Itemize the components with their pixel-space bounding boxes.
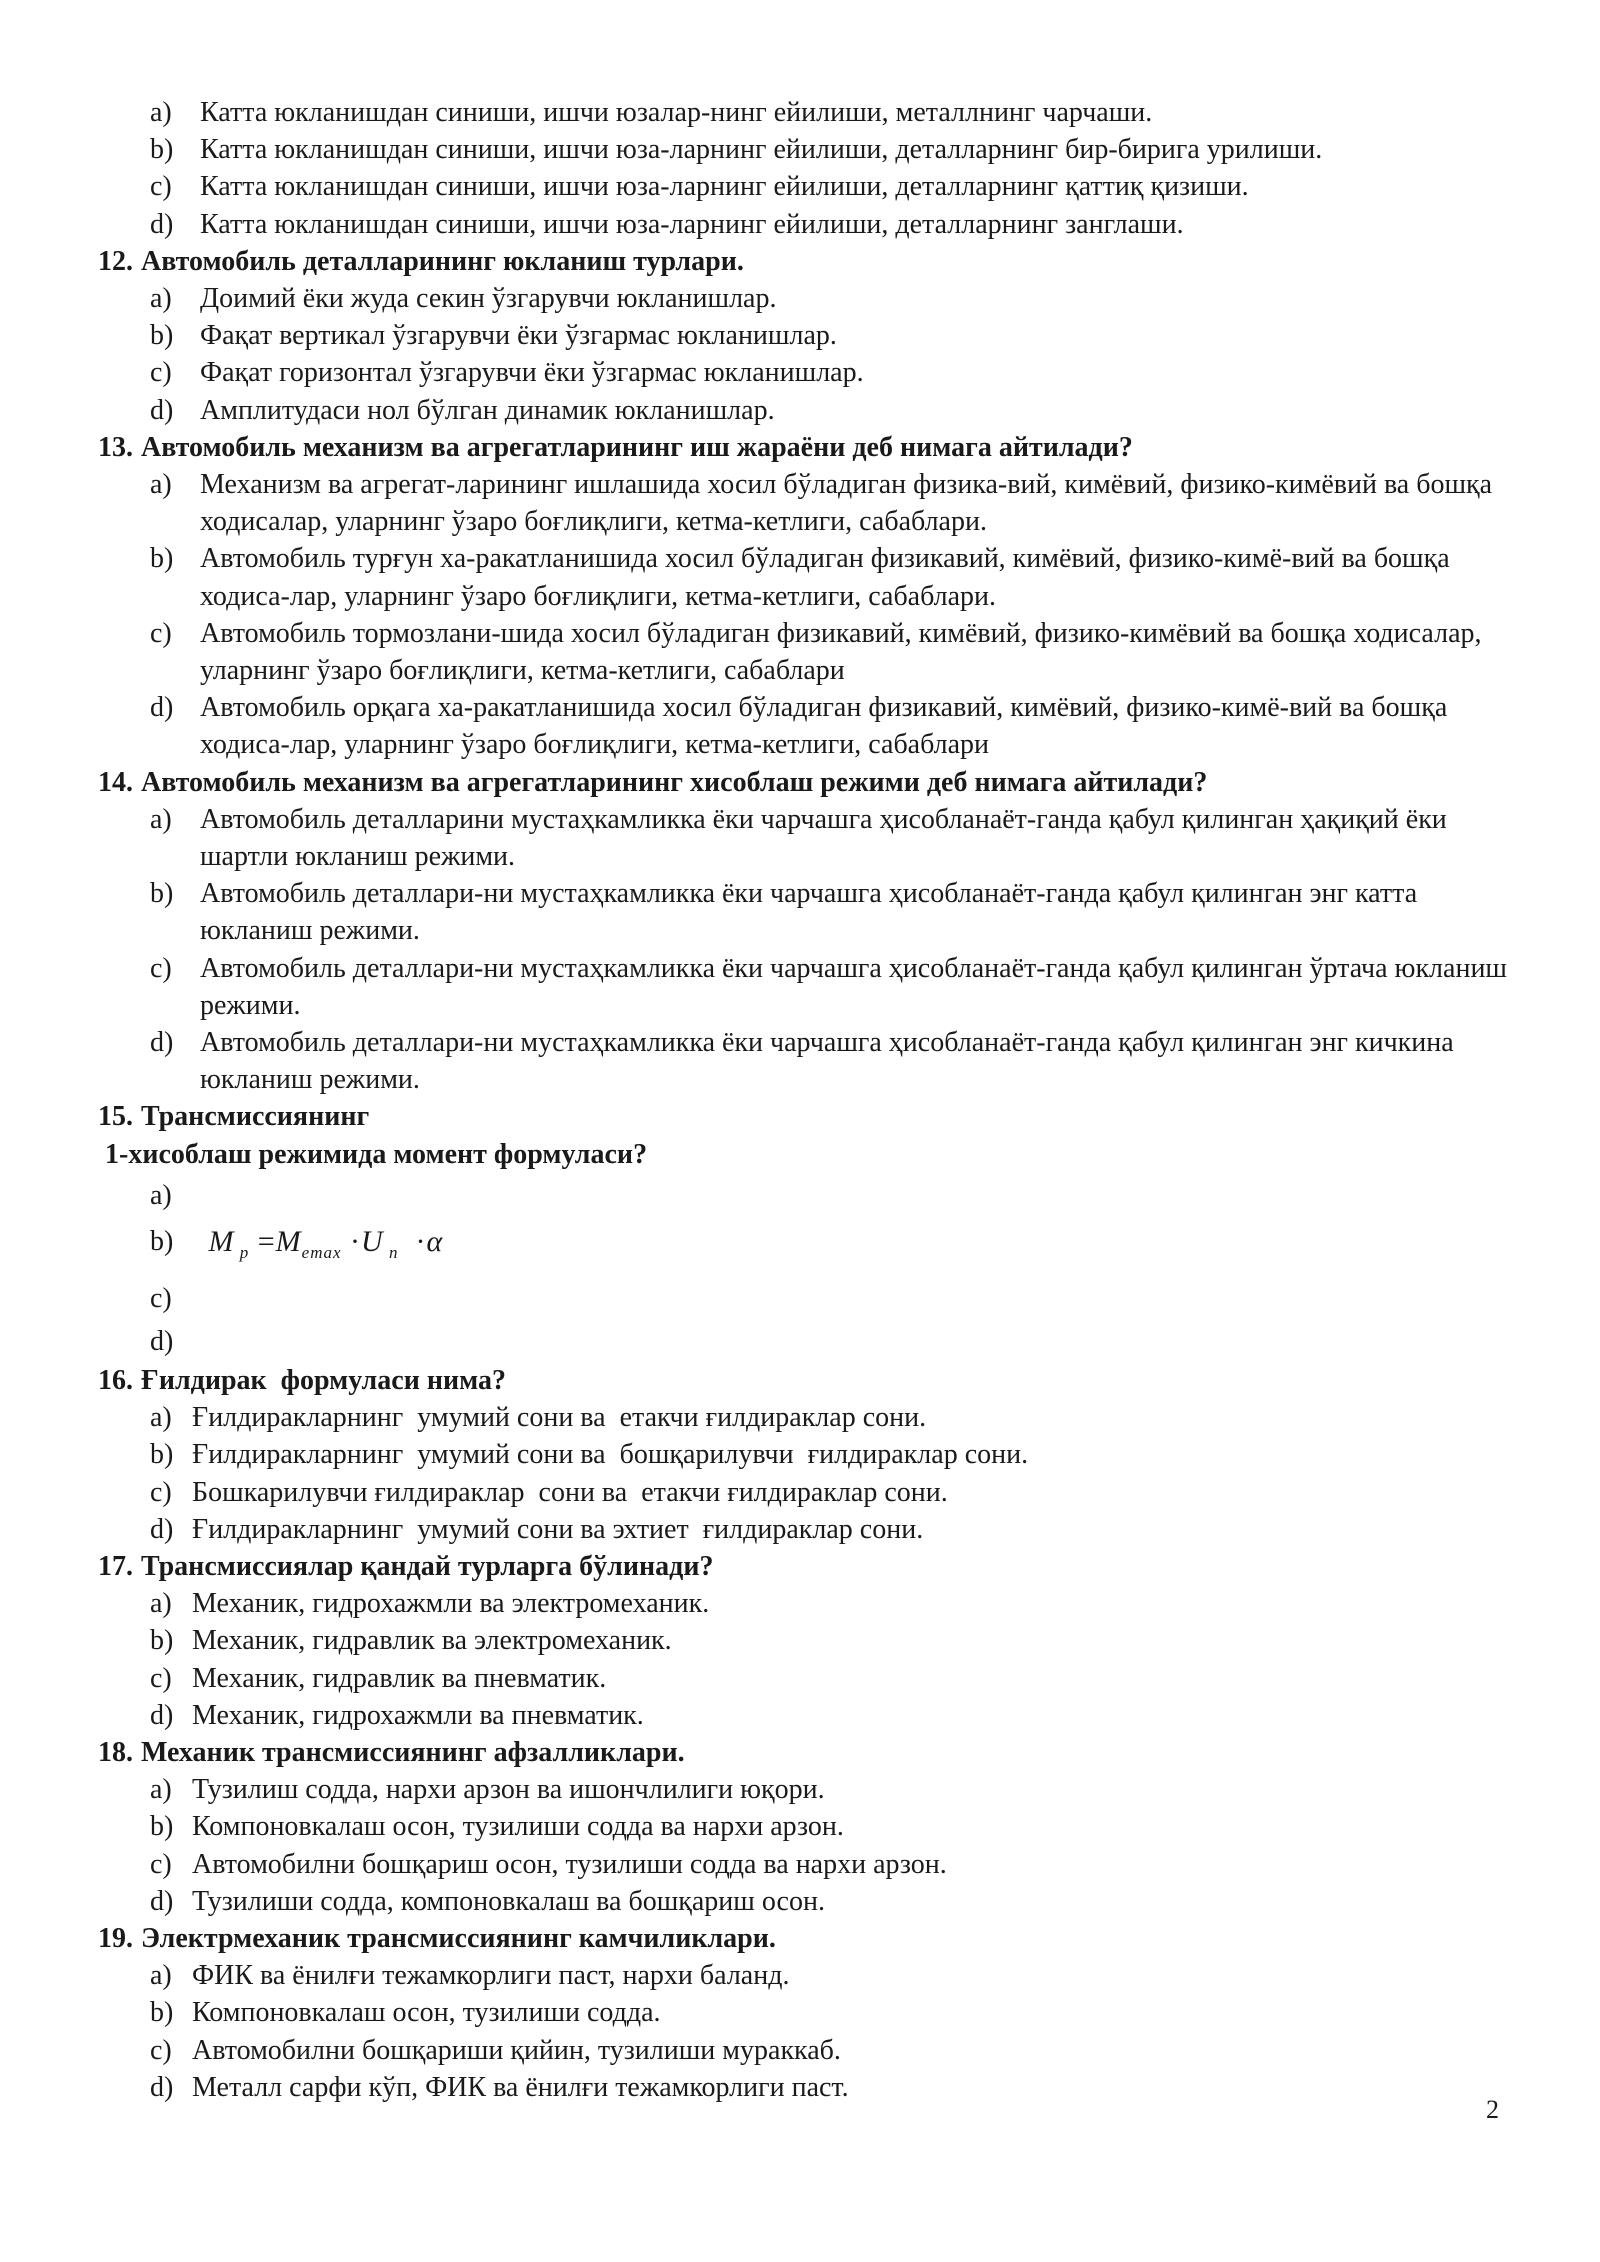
- option-b: [98, 317, 1518, 354]
- option-a: [98, 94, 1518, 131]
- option-d: [98, 689, 1518, 763]
- option-text: Автомобиль деталлари-ни мустаҳкамликка ёки чарчашга ҳисобланаёт-ганда қабул қилинган энг кичкина юкланиш режими.: [200, 1027, 1454, 1096]
- option-text: Ғилдиракларнинг умумий сони ва эхтиет ғилдираклар сони.: [192, 1513, 924, 1545]
- option-text: Ғилдиракларнинг умумий сони ва етакчи ғилдираклар сони.: [192, 1402, 927, 1434]
- option-b: [98, 1622, 1518, 1659]
- option-text: Бошкарилувчи ғилдираклар сони ва етакчи ғилдираклар сони.: [192, 1476, 948, 1508]
- option-text: Автомобилни бошқариш осон, тузилиши содда ва нархи арзон.: [192, 1848, 947, 1880]
- question-number: 18.: [98, 1736, 133, 1768]
- option-text: Катта юкланишдан синиши, ишчи юза-ларнинг ейилиши, деталларнинг занглаши.: [200, 208, 1184, 240]
- option-a: [98, 1399, 1518, 1436]
- question-14-title: [98, 764, 1518, 801]
- option-letter: a): [150, 1179, 172, 1211]
- option-letter: b): [150, 1625, 174, 1657]
- option-c: [98, 1276, 1518, 1322]
- option-text: Катта юкланишдан синиши, ишчи юзалар-нинг ейилиши, металлнинг чарчаши.: [200, 97, 1153, 128]
- option-a: [98, 1771, 1518, 1808]
- option-letter: d): [150, 1885, 174, 1917]
- option-letter: c): [150, 1282, 172, 1314]
- option-text: Автомобилни бошқариши қийин, тузилиши мураккаб.: [192, 2034, 841, 2066]
- option-text: Металл сарфи кўп, ФИК ва ёнилғи тежамкорлиги паст.: [192, 2071, 849, 2103]
- option-d: [98, 1697, 1518, 1734]
- formula-dot: ·: [350, 1224, 362, 1258]
- question-17-title: [98, 1548, 1518, 1585]
- question-number: 17.: [98, 1550, 133, 1582]
- option-text: Катта юкланишдан синиши, ишчи юза-ларнинг ейилиши, деталларнинг бир-бирига урилиши.: [200, 134, 1323, 166]
- moment-formula: [200, 1224, 444, 1262]
- option-c: [98, 1474, 1518, 1511]
- option-letter: c): [150, 171, 172, 203]
- option-letter: d): [150, 1513, 174, 1545]
- option-c: [98, 2032, 1518, 2069]
- question-number: 12.: [98, 245, 133, 277]
- question-16-options: [98, 1399, 1518, 1548]
- question-number: 14.: [98, 766, 133, 798]
- formula-equals: =: [257, 1224, 276, 1258]
- option-letter: c): [150, 1848, 172, 1880]
- question-13-title: [98, 429, 1518, 466]
- option-text: Механик, гидравлик ва пневматик.: [192, 1662, 607, 1694]
- option-letter: a): [150, 283, 172, 315]
- option-letter: d): [150, 2071, 174, 2103]
- option-text: Тузилиш содда, нархи арзон ва ишончлилиги юқори.: [192, 1774, 825, 1806]
- option-a: [98, 466, 1518, 540]
- option-letter: c): [150, 952, 172, 984]
- question-12-options: [98, 280, 1518, 429]
- question-19-options: [98, 1957, 1518, 2106]
- option-letter: b): [150, 878, 174, 910]
- option-letter: b): [150, 1439, 174, 1471]
- question-number: 16.: [98, 1364, 133, 1396]
- option-text: [200, 1219, 1518, 1276]
- formula-subscript-emax: emax: [301, 1242, 342, 1262]
- option-letter: b): [150, 1997, 174, 2029]
- option-letter: a): [150, 1588, 172, 1620]
- question-18-title: [98, 1734, 1518, 1771]
- option-letter: a): [150, 1774, 172, 1806]
- question-text: Электрмеханик трансмиссиянинг камчиликлари.: [141, 1922, 776, 1954]
- question-19-title: [98, 1920, 1518, 1957]
- option-d: [98, 1024, 1518, 1098]
- option-letter: c): [150, 1476, 172, 1508]
- option-text: Тузилиши содда, компоновкалаш ва бошқариш осон.: [192, 1885, 825, 1917]
- formula-symbol-u: U: [361, 1224, 384, 1258]
- question-text: Трансмиссиянинг: [141, 1101, 370, 1133]
- option-a: [98, 280, 1518, 317]
- option-c: [98, 1846, 1518, 1883]
- option-text: Фақат горизонтал ўзгарувчи ёки ўзгармас юкланишлар.: [200, 357, 864, 389]
- question-15-options: [98, 1173, 1518, 1362]
- option-text: Ғилдиракларнинг умумий сони ва бошқарилувчи ғилдираклар сони.: [192, 1439, 1029, 1471]
- option-d: [98, 1883, 1518, 1920]
- option-c: [98, 950, 1518, 1024]
- option-text: Компоновкалаш осон, тузилиши содда.: [192, 1997, 661, 2029]
- option-letter: b): [150, 320, 174, 352]
- formula-subscript-p: p: [239, 1242, 250, 1262]
- option-a: [98, 1173, 1518, 1219]
- formula-symbol-m: M: [275, 1224, 302, 1258]
- question-text: Трансмиссиялар қандай турларга бўлинади?: [141, 1550, 714, 1582]
- option-text: Катта юкланишдан синиши, ишчи юза-ларнинг ейилиши, деталларнинг қаттиқ қизиши.: [200, 171, 1249, 203]
- question-18-options: [98, 1771, 1518, 1920]
- option-text: [200, 1173, 1518, 1219]
- option-c: [98, 354, 1518, 391]
- option-letter: a): [150, 1402, 172, 1434]
- option-letter: b): [150, 543, 174, 575]
- option-letter: d): [150, 1325, 174, 1357]
- option-letter: a): [150, 1960, 172, 1992]
- option-text: Механик, гидрохажмли ва пневматик.: [192, 1699, 644, 1731]
- option-b: [98, 540, 1518, 614]
- option-letter: d): [150, 692, 174, 724]
- option-text: Амплитудаси нол бўлган динамик юкланишлар.: [200, 394, 775, 426]
- page-content: [98, 94, 1518, 2106]
- option-letter: d): [150, 1027, 174, 1059]
- option-letter: d): [150, 394, 174, 426]
- option-d: [98, 1511, 1518, 1548]
- formula-symbol-alpha: α: [426, 1224, 444, 1258]
- option-text: Автомобиль орқага ха-ракатланишида хосил бўладиган физикавий, кимёвий, физико-кимё-вий ва бошқа ходиса-лар, уларнинг ўзаро боғлиқлиги, кетма-кетлиги, сабаблари: [200, 692, 1448, 761]
- option-letter: d): [150, 1699, 174, 1731]
- option-letter: c): [150, 1662, 172, 1694]
- option-a: [98, 1957, 1518, 1994]
- option-text: Механик, гидрохажмли ва электромеханик.: [192, 1588, 710, 1620]
- question-text: Автомобиль деталларининг юкланиш турлари.: [141, 245, 744, 277]
- option-letter: b): [150, 1811, 174, 1843]
- option-letter: d): [150, 208, 174, 240]
- option-text: Автомобиль деталлари-ни мустаҳкамликка ёки чарчашга ҳисобланаёт-ганда қабул қилинган ўртача юкланиш режими.: [200, 952, 1507, 1021]
- question-14-options: [98, 801, 1518, 1099]
- option-c: [98, 168, 1518, 205]
- option-letter: b): [150, 134, 174, 166]
- option-text: Фақат вертикал ўзгарувчи ёки ўзгармас юкланишлар.: [200, 320, 837, 352]
- leading-options: [98, 94, 1518, 243]
- option-d: [98, 392, 1518, 429]
- option-text: Автомобиль деталлари-ни мустаҳкамликка ёки чарчашга ҳисобланаёт-ганда қабул қилинган энг катта юкланиш режими.: [200, 878, 1418, 947]
- question-15-title: [98, 1098, 1518, 1135]
- question-number: 15.: [98, 1101, 133, 1133]
- question-text: Автомобиль механизм ва агрегатларининг хисоблаш режими деб нимага айтилади?: [141, 766, 1208, 798]
- formula-dot: ·: [415, 1224, 427, 1258]
- question-15-title-line2: 1-хисоблаш режимида момент формуласи?: [98, 1138, 648, 1170]
- option-letter: a): [150, 803, 172, 835]
- question-number: 13.: [98, 431, 133, 463]
- option-b: [98, 1219, 1518, 1276]
- option-c: [98, 615, 1518, 689]
- question-number: 19.: [98, 1922, 133, 1954]
- question-17-options: [98, 1585, 1518, 1734]
- question-13-options: [98, 466, 1518, 764]
- option-d: [98, 206, 1518, 243]
- option-b: [98, 1994, 1518, 2031]
- option-text: Автомобиль турғун ха-ракатланишида хосил бўладиган физикавий, кимёвий, физико-кимё-вий ва бошқа ходиса-лар, уларнинг ўзаро боғлиқлиги, кетма-кетлиги, сабаблари.: [200, 543, 1450, 612]
- question-text: Автомобиль механизм ва агрегатларининг иш жараёни деб нимага айтилади?: [141, 431, 1133, 463]
- option-text: Доимий ёки жуда секин ўзгарувчи юкланишлар.: [200, 283, 777, 315]
- formula-subscript-n: n: [388, 1242, 399, 1262]
- option-d: [98, 2069, 1518, 2106]
- option-text: Механик, гидравлик ва электромеханик.: [192, 1625, 672, 1657]
- formula-symbol-m: M: [208, 1224, 235, 1258]
- option-letter: c): [150, 357, 172, 389]
- option-b: [98, 1436, 1518, 1473]
- option-text: Автомобиль деталларини мустаҳкамликка ёки чарчашга ҳисобланаёт-ганда қабул қилинган ҳақиқий ёки шартли юкланиш режими.: [200, 803, 1447, 873]
- option-letter: a): [150, 469, 172, 501]
- option-text: ФИК ва ёнилғи тежамкорлиги паст, нархи баланд.: [192, 1960, 790, 1992]
- question-text: Механик трансмиссиянинг афзалликлари.: [141, 1736, 685, 1768]
- option-b: [98, 131, 1518, 168]
- page-number: 2: [1486, 2095, 1499, 2124]
- option-letter: b): [150, 1225, 174, 1257]
- question-16-title: [98, 1362, 1518, 1399]
- option-c: [98, 1660, 1518, 1697]
- option-letter: a): [150, 97, 172, 128]
- option-letter: c): [150, 617, 172, 649]
- option-text: Автомобиль тормозлани-шида хосил бўладиган физикавий, кимёвий, физико-кимёвий ва бошқа ходисалар, уларнинг ўзаро боғлиқлиги, кетма-кетлиги, сабаблари: [200, 617, 1482, 687]
- option-b: [98, 875, 1518, 949]
- question-12-title: [98, 243, 1518, 280]
- question-text: Ғилдирак формуласи нима?: [141, 1364, 506, 1396]
- option-a: [98, 801, 1518, 875]
- option-text: [200, 1276, 1518, 1322]
- option-b: [98, 1808, 1518, 1845]
- option-text: [200, 1322, 1518, 1362]
- option-d: [98, 1322, 1518, 1362]
- option-letter: c): [150, 2034, 172, 2066]
- option-text: Компоновкалаш осон, тузилиши содда ва нархи арзон.: [192, 1811, 844, 1843]
- option-a: [98, 1585, 1518, 1622]
- option-text: Механизм ва агрегат-ларининг ишлашида хосил бўладиган физика-вий, кимёвий, физико-кимёвий ва бошқа ходисалар, уларнинг ўзаро боғлиқлиги, кетма-кетлиги, сабаблари.: [200, 469, 1493, 538]
